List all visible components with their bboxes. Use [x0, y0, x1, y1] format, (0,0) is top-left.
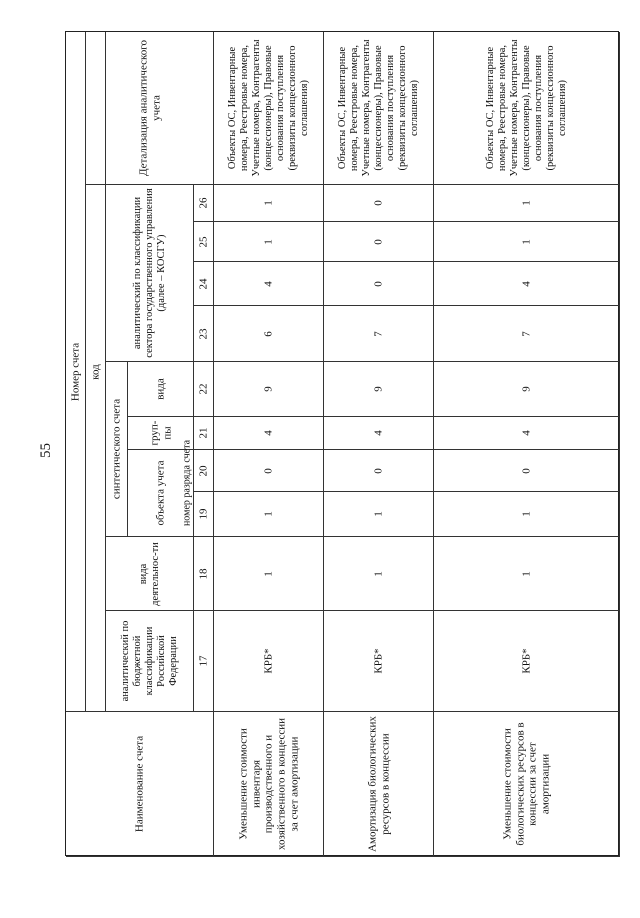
row-cell [214, 262, 324, 306]
row-cell [434, 537, 620, 611]
row-cell [214, 417, 324, 450]
header-account-number [66, 32, 86, 712]
row-name [434, 712, 620, 857]
row-cell-text: 1 [520, 200, 533, 206]
row-cell [324, 417, 434, 450]
row-cell [214, 450, 324, 492]
column-number-text: 25 [197, 236, 210, 247]
row-detail [214, 32, 324, 185]
row-detail-text: Объекты ОС, Инвентарные номера, Реестровые номера, Учетные номера, Контрагенты (концессионеры), Правовые основания поступления (реквизиты концессионного соглашения) [226, 39, 310, 177]
header-name [66, 712, 214, 857]
row-cell-text: 4 [372, 430, 385, 436]
column-number-text: 20 [197, 465, 210, 476]
row-cell [214, 537, 324, 611]
header-code-text: код [89, 363, 102, 380]
column-number-text: 18 [197, 568, 210, 579]
row-cell [324, 306, 434, 362]
row-cell-text: 0 [372, 200, 385, 206]
row-cell [434, 611, 620, 712]
row-cell [214, 306, 324, 362]
header-analytic-budget [106, 611, 194, 712]
row-cell [214, 492, 324, 537]
row-name-text: Амортизация биологических ресурсов в концессии [365, 716, 391, 852]
row-cell [434, 450, 620, 492]
row-cell [324, 611, 434, 712]
row-cell-text: 0 [372, 467, 385, 474]
row-name-text: Уменьшение стоимости инвентаря производственного и хозяйственного в концессии за счет амортизации [236, 717, 300, 851]
row-cell [324, 537, 434, 611]
column-number [194, 185, 214, 222]
row-cell-text: 1 [372, 511, 385, 517]
row-name [214, 712, 324, 857]
header-digit-number-text: номер разряда счета [180, 439, 192, 527]
row-cell-text: КРБ* [262, 648, 275, 674]
column-number [194, 222, 214, 262]
column-number [194, 450, 214, 492]
row-cell [214, 362, 324, 417]
row-cell-text: 1 [372, 570, 385, 577]
column-number [194, 262, 214, 306]
row-cell-text: 9 [520, 386, 533, 392]
row-cell-text: 9 [372, 386, 385, 392]
row-detail [434, 32, 620, 185]
header-synthetic [106, 362, 128, 537]
header-kind [128, 362, 194, 417]
header-synthetic-text: синтетического счета [110, 398, 123, 500]
header-name-text: Наименование счета [133, 735, 146, 833]
header-activity-type [106, 537, 194, 611]
column-number-text: 26 [197, 197, 210, 209]
row-cell-text: 0 [372, 238, 385, 245]
column-number [194, 492, 214, 537]
row-cell [434, 417, 620, 450]
row-cell-text: 7 [372, 330, 385, 337]
row-cell [324, 222, 434, 262]
header-activity-type-text: вида деятельнос-ти [137, 541, 161, 606]
column-number [194, 417, 214, 450]
row-cell [434, 262, 620, 306]
header-kind-text: вида [154, 378, 167, 400]
row-cell-text: 4 [262, 280, 275, 287]
row-cell-text: 4 [262, 430, 275, 436]
page-number-text: 55 [37, 442, 54, 458]
row-cell [324, 492, 434, 537]
row-cell-text: 1 [262, 238, 275, 245]
row-cell-text: 9 [262, 386, 275, 392]
row-cell [324, 185, 434, 222]
row-cell-text: 1 [520, 511, 533, 517]
column-number-text: 24 [197, 278, 210, 289]
header-analytic-budget-text: аналитический по бюджетной классификации Российской Федерации [119, 620, 179, 702]
header-group-text: груп-пы [147, 420, 173, 446]
row-cell [434, 362, 620, 417]
row-cell-text: КРБ* [372, 648, 385, 674]
column-number [194, 537, 214, 611]
row-detail-text: Объекты ОС, Инвентарные номера, Реестровые номера, Учетные номера, Контрагенты (концессионеры), Правовые основания поступления (реквизиты концессионного соглашения) [484, 39, 568, 177]
column-number-text: 19 [197, 508, 210, 520]
row-cell-text: 1 [520, 570, 533, 577]
row-cell [434, 306, 620, 362]
column-number [194, 362, 214, 417]
row-cell-text: КРБ* [520, 648, 533, 674]
row-cell-text: 0 [520, 467, 533, 474]
row-cell [324, 362, 434, 417]
row-cell [434, 492, 620, 537]
row-cell [324, 450, 434, 492]
page-number [36, 437, 56, 463]
column-number-text: 21 [197, 427, 210, 439]
column-number-text: 17 [197, 655, 210, 667]
column-number-text: 23 [197, 328, 210, 339]
row-cell [434, 185, 620, 222]
row-cell [214, 185, 324, 222]
row-detail-text: Объекты ОС, Инвентарные номера, Реестровые номера, Учетные номера, Контрагенты (концессионеры), Правовые основания поступления (реквизиты концессионного соглашения) [336, 39, 420, 177]
accounts-table [65, 31, 619, 856]
row-detail [324, 32, 434, 185]
header-account-number-text: Номер счета [69, 342, 82, 401]
row-cell [214, 611, 324, 712]
row-cell-text: 0 [262, 467, 275, 474]
row-cell-text: 1 [262, 570, 275, 577]
row-cell-text: 6 [262, 330, 275, 337]
row-cell-text: 4 [520, 430, 533, 436]
row-cell-text: 1 [262, 511, 275, 517]
row-cell [434, 222, 620, 262]
row-cell-text: 7 [520, 330, 533, 337]
row-cell-text: 4 [520, 280, 533, 287]
header-account-object-text: объекта учета [154, 460, 167, 526]
row-cell [214, 222, 324, 262]
row-cell-text: 0 [372, 280, 385, 287]
column-number [194, 306, 214, 362]
header-detail [86, 32, 214, 185]
row-cell-text: 1 [262, 200, 275, 206]
header-kosgu-text: аналитический по классификации сектора государственного управления (далее – КОСГУ) [131, 188, 167, 358]
header-digit-number [180, 430, 194, 537]
header-detail-text: Детализация аналитического учета [136, 39, 162, 177]
column-number [194, 611, 214, 712]
row-cell [324, 262, 434, 306]
row-name [324, 712, 434, 857]
column-number-text: 22 [197, 383, 210, 395]
row-cell-text: 1 [520, 238, 533, 245]
header-kosgu [106, 185, 194, 362]
row-name-text: Уменьшение стоимости биологических ресурсов в концессии за счет амортизации [501, 722, 552, 846]
